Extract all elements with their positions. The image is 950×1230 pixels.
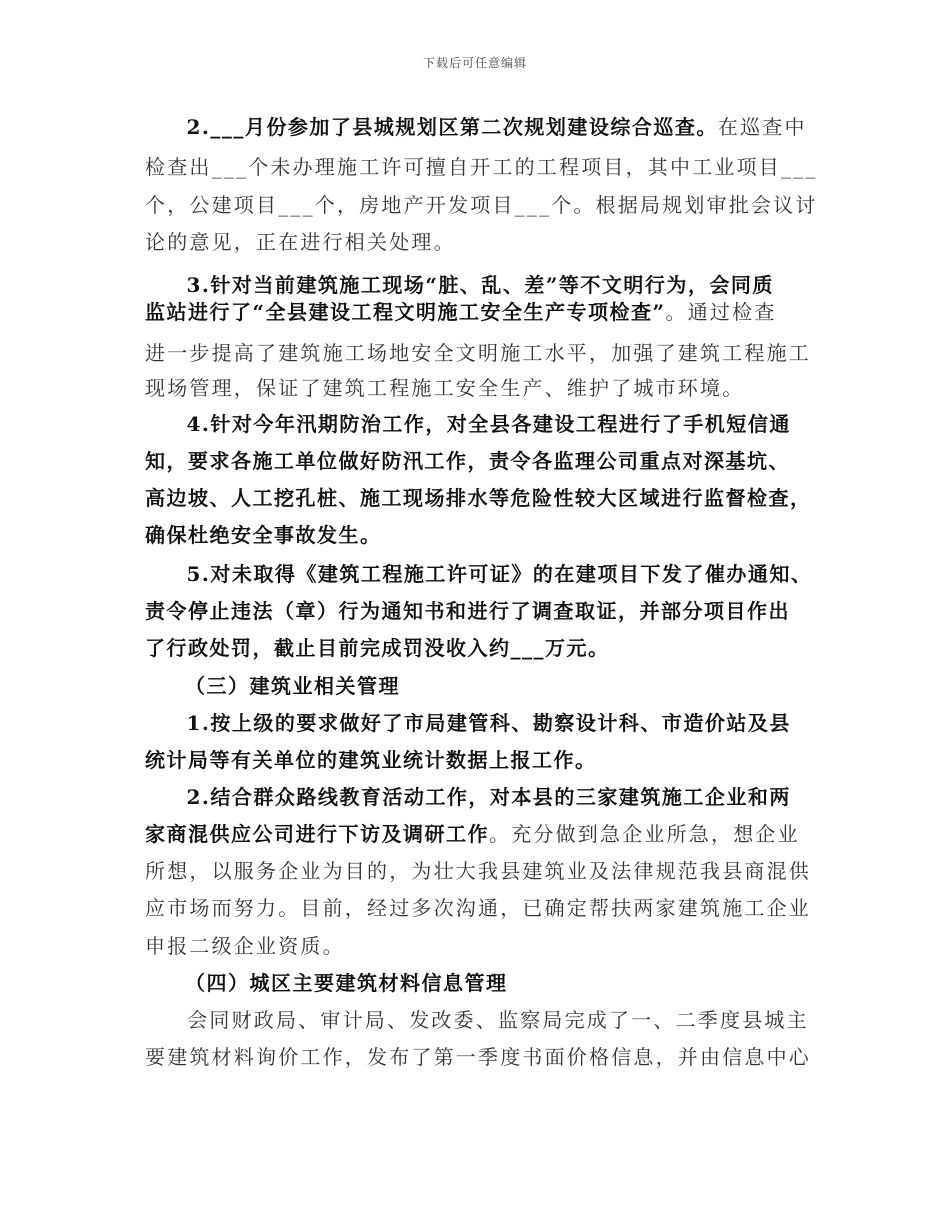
text-line: 要建筑材料询价工作，发布了第一季度书面价格信息，并由信息中心 [145,1045,811,1069]
text-line: 家商混供应公司进行下访及调研工作。充分做到急企业所急，想企业 [145,822,800,846]
text-line: 3.针对当前建筑施工现场“脏、乱、差”等不文明行为，会同质 [165,273,774,297]
text-line: 统计局等有关单位的建筑业统计数据上报工作。 [145,748,597,772]
section-heading: （三）建筑业相关管理 [185,674,400,698]
text-line: 个，公建项目___个，房地产开发项目___个。根据局规划审批会议讨 [145,193,818,217]
text-line: 确保杜绝安全事故发生。 [145,523,382,547]
text-line: 申报二级企业资质。 [145,934,345,958]
text-line: 论的意见，正在进行相关处理。 [145,230,456,254]
text-line: 监站进行了“全县建设工程文明施工安全生产专项检查”。通过检查 [145,300,777,324]
text-line: 进一步提高了建筑施工场地安全文明施工水平，加强了建筑工程施工 [145,341,811,365]
text-line: 5.对未取得《建筑工程施工许可证》的在建项目下发了催办通知、 [165,562,813,586]
text-line: 责令停止违法（章）行为通知书和进行了调查取证，并部分项目作出 [145,599,790,623]
text-line: 2.结合群众路线教育活动工作，对本县的三家建筑施工企业和两 [165,785,791,809]
text-line: 4.针对今年汛期防治工作，对全县各建设工程进行了手机短信通 [165,412,791,436]
section-heading: （四）城区主要建筑材料信息管理 [185,971,508,995]
text-line: 会同财政局、审计局、发改委、监察局完成了一、二季度县城主 [165,1008,809,1032]
text-line: 2.___月份参加了县城规划区第二次规划建设综合巡查。在巡查中 [165,115,807,139]
page-header: 下载后可任意编辑 [422,56,527,70]
text-line: 检查出___个未办理施工许可擅自开工的工程项目，其中工业项目___ [145,155,818,179]
text-line: 所想，以服务企业为目的，为壮大我县建筑业及法律规范我县商混供 [145,859,811,883]
text-line: 高边坡、人工挖孔桩、施工现场排水等危险性较大区域进行监督检查， [145,486,812,510]
text-line: 知，要求各施工单位做好防汛工作，责令各监理公司重点对深基坑、 [145,449,790,473]
text-line: 现场管理，保证了建筑工程施工安全生产、维护了城市环境。 [145,376,745,400]
text-line: 应市场而努力。目前，经过多次沟通，已确定帮扶两家建筑施工企业 [145,896,811,920]
text-line: 1.按上级的要求做好了市局建管科、勘察设计科、市造价站及县 [165,711,791,735]
text-line: 了行政处罚，截止目前完成罚没收入约___万元。 [145,636,610,660]
